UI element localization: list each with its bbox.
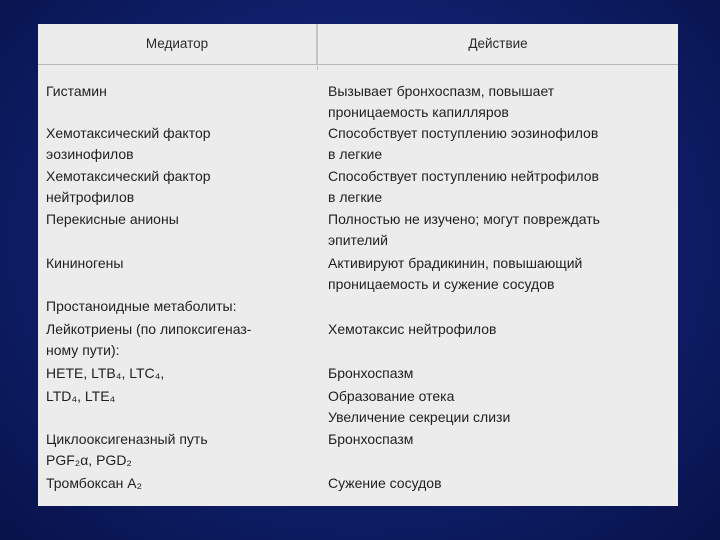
row-2-action-line-0: Способствует поступлению нейтрофилов — [328, 168, 599, 184]
row-1-action — [328, 123, 598, 165]
row-8-action — [328, 386, 510, 428]
row-0-mediator — [46, 81, 107, 102]
row-0-action — [328, 81, 554, 123]
row-8-action-line-1: Увеличение секреции слизи — [328, 409, 511, 425]
row-10-action-line-0: Сужение сосудов — [328, 475, 442, 491]
row-10-mediator — [46, 473, 142, 494]
row-3-mediator-line-0: Перекисные анионы — [46, 211, 179, 227]
row-1-mediator-line-0: Хемотаксический фактор — [46, 125, 211, 141]
row-7-action-line-0: Бронхоспазм — [328, 365, 414, 381]
row-4-action-line-0: Активируют брадикинин, повышающий — [328, 255, 583, 271]
row-9-mediator-line-0: Циклооксигеназный путь — [46, 431, 208, 447]
row-0-action-line-1: проницаемость капилляров — [328, 104, 509, 120]
row-1-action-line-1: в легкие — [328, 146, 383, 162]
row-9-mediator — [46, 429, 208, 471]
row-3-mediator — [46, 209, 179, 230]
row-7-mediator-line-0: HETE, LTB₄, LTC₄, — [46, 365, 165, 381]
row-2-mediator — [46, 166, 211, 208]
row-4-mediator-line-0: Кининогены — [46, 255, 124, 271]
row-1-action-line-0: Способствует поступлению эозинофилов — [328, 125, 599, 141]
header-action: Действие — [468, 36, 528, 51]
row-3-action-line-0: Полностью не изучено; могут повреждать — [328, 211, 600, 227]
mediator-table — [38, 24, 678, 506]
row-0-action-line-0: Вызывает бронхоспазм, повышает — [328, 83, 555, 99]
row-10-mediator-line-0: Тромбоксан A₂ — [46, 475, 143, 491]
row-0-mediator-line-0: Гистамин — [46, 83, 107, 99]
row-6-mediator — [46, 319, 251, 361]
row-3-action — [328, 209, 600, 251]
row-7-mediator — [46, 363, 164, 384]
row-9-action — [328, 429, 413, 450]
row-3-action-line-1: эпителий — [328, 232, 388, 248]
row-4-mediator — [46, 253, 123, 274]
row-6-mediator-line-1: ному пути): — [46, 342, 120, 358]
row-2-action-line-1: в легкие — [328, 189, 383, 205]
row-8-mediator — [46, 386, 115, 407]
row-5-mediator-line-0: Простаноидные метаболиты: — [46, 298, 237, 314]
row-6-action — [328, 319, 496, 340]
row-2-mediator-line-0: Хемотаксический фактор — [46, 168, 211, 184]
row-6-action-line-0: Хемотаксис нейтрофилов — [328, 321, 497, 337]
row-2-mediator-line-1: нейтрофилов — [46, 189, 135, 205]
column-divider — [317, 64, 318, 70]
row-2-action — [328, 166, 599, 208]
row-1-mediator — [46, 123, 211, 165]
row-1-mediator-line-1: эозинофилов — [46, 146, 134, 162]
row-4-action-line-1: проницаемость и сужение сосудов — [328, 276, 555, 292]
row-4-action — [328, 253, 582, 295]
row-5-mediator — [46, 296, 237, 317]
row-9-action-line-0: Бронхоспазм — [328, 431, 414, 447]
row-8-mediator-line-0: LTD₄, LTE₄ — [46, 388, 116, 404]
row-6-mediator-line-0: Лейкотриены (по липоксигеназ- — [46, 321, 252, 337]
table-header — [38, 24, 678, 65]
row-8-action-line-0: Образование отека — [328, 388, 455, 404]
row-10-action — [328, 473, 442, 494]
row-9-mediator-line-1: PGF₂α, PGD₂ — [46, 452, 132, 468]
row-7-action — [328, 363, 413, 384]
header-mediator: Медиатор — [38, 24, 318, 64]
